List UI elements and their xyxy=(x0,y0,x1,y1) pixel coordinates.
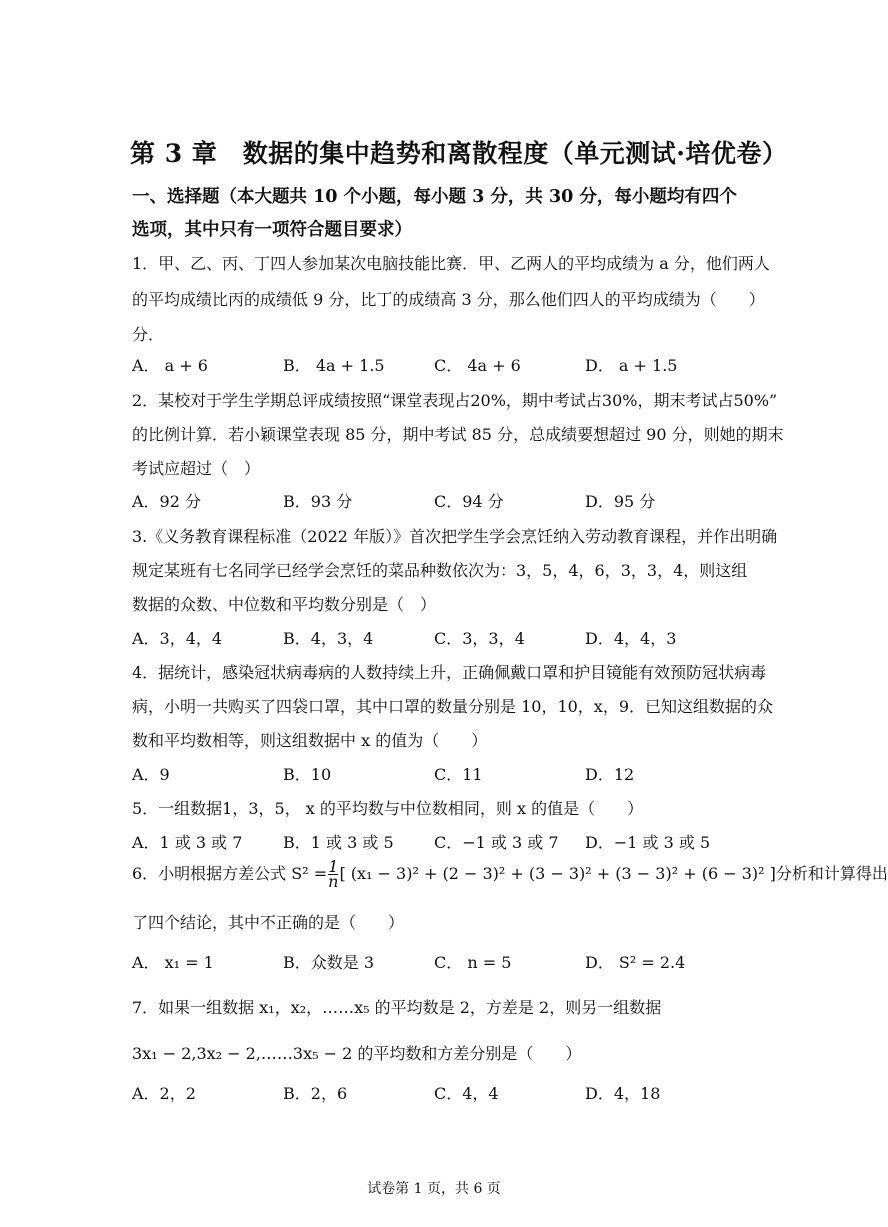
q5-line-1: 5．一组数据1，3，5， x 的平均数与中位数相同，则 x 的值是（ ） xyxy=(132,799,644,818)
q2-line-3: 考试应超过（ ） xyxy=(132,459,261,478)
q6-option-b: B．众数是 3 xyxy=(283,953,375,972)
q1-option-d: D． a + 1.5 xyxy=(585,356,678,375)
q4-option-a: A．9 xyxy=(132,765,170,784)
q1-line-1: 1．甲、乙、丙、丁四人参加某次电脑技能比赛．甲、乙两人的平均成绩为 a 分，他们两人 xyxy=(132,254,770,273)
q4-line-1: 4．据统计，感染冠状病毒病的人数持续上升，正确佩戴口罩和护目镜能有效预防冠状病毒 xyxy=(132,663,767,682)
q3-option-a: A．3，4，4 xyxy=(132,629,223,648)
q6-formula-body: [ (x₁ − 3)² + (2 − 3)² + (3 − 3)² + (3 − 3)² + (6 − 3)² ] xyxy=(339,864,776,883)
q1-option-a: A． a + 6 xyxy=(132,356,208,375)
page-footer: 试卷第 1 页，共 6 页 xyxy=(367,1181,501,1197)
q3-line-1: 3.《义务教育课程标准（2022 年版）》首次把学生学会烹饪纳入劳动教育课程，并作出明确 xyxy=(132,527,778,546)
page-title: 第 3 章 数据的集中趋势和离散程度（单元测试·培优卷） xyxy=(130,139,788,168)
q5-option-b: B．1 或 3 或 5 xyxy=(283,833,394,852)
q6-option-d: D． S² = 2.4 xyxy=(585,953,686,972)
q7-option-b: B．2，6 xyxy=(283,1084,348,1103)
q4-option-b: B．10 xyxy=(283,765,332,784)
q4-line-2: 病，小明一共购买了四袋口罩，其中口罩的数量分别是 10，10，x，9．已知这组数据的众 xyxy=(132,697,774,716)
q3-line-3: 数据的众数、中位数和平均数分别是（ ） xyxy=(132,595,437,614)
q2-line-1: 2．某校对于学生学期总评成绩按照“课堂表现占20%，期中考试占30%，期末考试占50%” xyxy=(132,391,778,410)
q6-formula-fraction xyxy=(328,857,339,891)
q3-option-d: D．4，4，3 xyxy=(585,629,677,648)
q7-option-a: A．2，2 xyxy=(132,1084,196,1103)
q5-option-c: C．−1 或 3 或 7 xyxy=(434,833,559,852)
q2-line-2: 的比例计算．若小颖课堂表现 85 分，期中考试 85 分，总成绩要想超过 90 分，则她的期末 xyxy=(132,425,784,444)
q2-option-b: B．93 分 xyxy=(283,492,353,511)
q5-option-d: D．−1 或 3 或 5 xyxy=(585,833,711,852)
q7-option-c: C．4，4 xyxy=(434,1084,499,1103)
q4-line-3: 数和平均数相等，则这组数据中 x 的值为（ ） xyxy=(132,731,488,750)
q1-line-2: 的平均成绩比丙的成绩低 9 分，比丁的成绩高 3 分，那么他们四人的平均成绩为（ ） xyxy=(132,290,765,309)
q2-option-a: A．92 分 xyxy=(132,492,202,511)
q7-line-2: 3x₁ − 2,3x₂ − 2,……3x₅ − 2 的平均数和方差分别是（ ） xyxy=(132,1044,582,1063)
q3-line-2: 规定某班有七名同学已经学会烹饪的菜品种数依次为：3，5，4，6，3，3，4，则这组 xyxy=(132,561,748,580)
q2-option-c: C．94 分 xyxy=(434,492,504,511)
q6-formula-line xyxy=(132,857,888,891)
q3-option-b: B．4，3，4 xyxy=(283,629,374,648)
q4-option-c: C．11 xyxy=(434,765,483,784)
q6-option-a: A． x₁ = 1 xyxy=(132,953,214,972)
q6-formula-prefix: 6．小明根据方差公式 S² = xyxy=(132,864,328,883)
q1-option-c: C． 4a + 6 xyxy=(434,356,521,375)
q6-formula-suffix: 分析和计算得出 xyxy=(775,864,888,883)
q6-frac-den: n xyxy=(328,872,339,891)
q6-line-1: 了四个结论，其中不正确的是（ ） xyxy=(132,913,405,932)
q1-line-3: 分． xyxy=(132,325,165,344)
q2-option-d: D．95 分 xyxy=(585,492,656,511)
q6-option-c: C． n = 5 xyxy=(434,953,512,972)
q7-line-1: 7．如果一组数据 x₁，x₂，……x₅ 的平均数是 2，方差是 2，则另一组数据 xyxy=(132,998,662,1017)
section-heading: 一、选择题（本大题共 10 个小题，每小题 3 分，共 30 分，每小题均有四个选项，其中只有一项符合题目要求） xyxy=(132,187,737,240)
q3-option-c: C．3，3，4 xyxy=(434,629,525,648)
q4-option-d: D．12 xyxy=(585,765,635,784)
q7-option-d: D．4，18 xyxy=(585,1084,661,1103)
q6-frac-num: 1 xyxy=(328,857,339,876)
q1-option-b: B． 4a + 1.5 xyxy=(283,356,385,375)
q5-option-a: A．1 或 3 或 7 xyxy=(132,833,243,852)
